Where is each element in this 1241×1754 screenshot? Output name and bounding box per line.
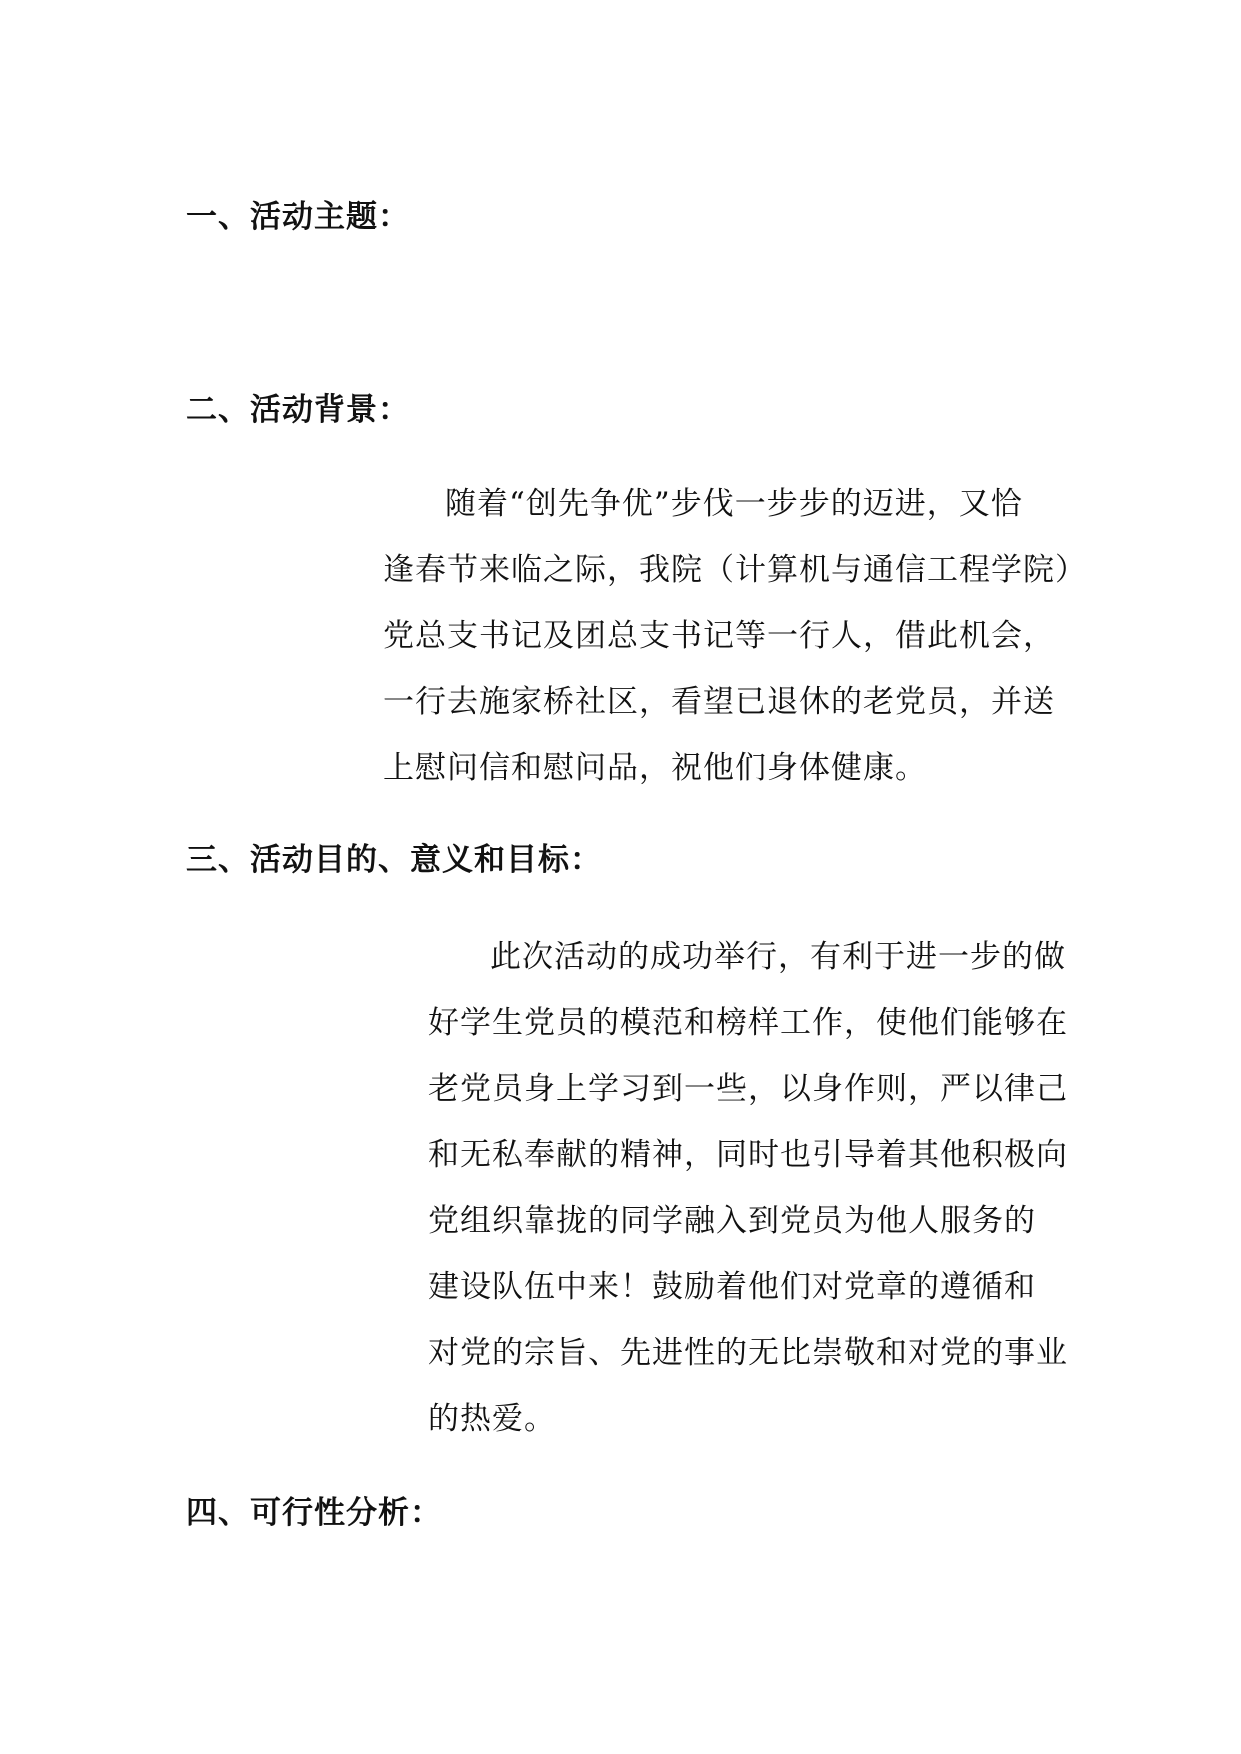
section-heading-background: 二、活动背景：: [186, 392, 410, 428]
paragraph-line: 建设队伍中来！鼓励着他们对党章的遵循和: [428, 1269, 1036, 1305]
background-paragraph: [383, 484, 1087, 814]
paragraph-line: 党组织靠拢的同学融入到党员为他人服务的: [428, 1203, 1036, 1239]
paragraph-line: 的热爱。: [428, 1401, 556, 1437]
paragraph-line: 党总支书记及团总支书记等一行人，借此机会，: [383, 618, 1055, 654]
paragraph-line: 好学生党员的模范和榜样工作，使他们能够在: [428, 1005, 1068, 1041]
section-heading-purpose: 三、活动目的、意义和目标：: [186, 842, 602, 878]
purpose-paragraph: [428, 937, 1068, 1465]
section-heading-theme: 一、活动主题：: [186, 199, 410, 235]
paragraph-line: 和无私奉献的精神，同时也引导着其他积极向: [428, 1137, 1068, 1173]
paragraph-line: 老党员身上学习到一些，以身作则，严以律己: [428, 1071, 1068, 1107]
paragraph-line: 随着“创先争优”步伐一步步的迈进，又恰: [445, 486, 1023, 522]
paragraph-line: 对党的宗旨、先进性的无比崇敬和对党的事业: [428, 1335, 1068, 1371]
section-heading-feasibility: 四、可行性分析：: [186, 1495, 442, 1531]
paragraph-line: 逢春节来临之际，我院（计算机与通信工程学院）: [383, 552, 1087, 588]
paragraph-line: 此次活动的成功举行，有利于进一步的做: [490, 939, 1066, 975]
paragraph-line: 上慰问信和慰问品，祝他们身体健康。: [383, 750, 927, 786]
paragraph-line: 一行去施家桥社区，看望已退休的老党员，并送: [383, 684, 1055, 720]
